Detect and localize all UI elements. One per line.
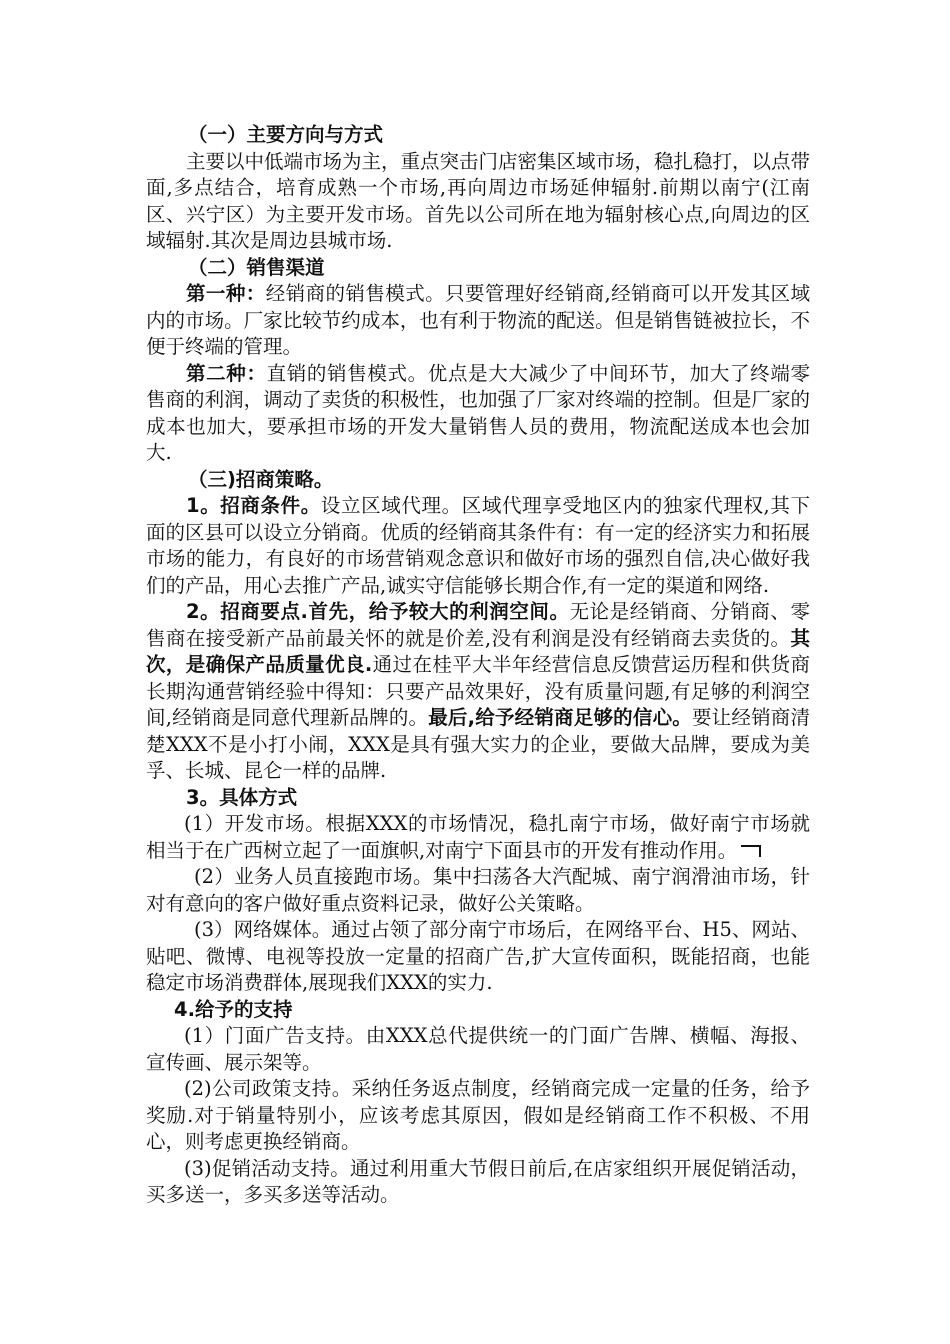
key-points-text-3: 要让经销商清楚XXX不是小打小闹，XXX是具有强大实力的企业，要做大品牌，要成为美孚、长城、昆仑一样的品牌.: [146, 706, 810, 782]
document-page: [146, 122, 810, 1209]
paragraph-support-3: (3)促销活动支持。通过利用重大节假日前后,在店家组织开展促销活动，买多送一，多买多送等活动。: [146, 1156, 810, 1206]
paragraph-conditions: [146, 493, 810, 599]
conditions-text: 设立区域代理。区域代理享受地区内的独家代理权,其下面的区县可以设立分销商。优质的经销商其条件有：有一定的经济实力和拓展市场的能力，有良好的市场营销观念意识和做好市场的强烈自信,决心做好我们的产品，用心去推广产品,诚实守信能够长期合作,有一定的渠道和网络.: [146, 494, 810, 597]
section-heading-strategy: （三)招商策略。: [188, 467, 334, 491]
paragraph-method-3: (3）网络媒体。通过占领了部分南宁市场后，在网络平台、H5、网站、贴吧、微博、电视等投放一定量的招商广告,扩大宣传面积，既能招商，也能稳定市场消费群体,展现我们XXX的实力.: [146, 918, 810, 994]
paragraph-key-points: [146, 599, 810, 785]
section-heading-support: 4.给予的支持: [174, 997, 293, 1021]
key-points-lead: 2。招商要点.首先，给予较大的利润空间。: [186, 600, 570, 623]
channel-two-text: 直销的销售模式。优点是大大减少了中间环节，加大了终端零售商的利润，调动了卖货的积极性，也加强了厂家对终端的控制。但是厂家的成本也加大，要承担市场的开发大量销售人员的费用，物流配送成本也会加大.: [146, 361, 810, 464]
corner-mark-icon: [741, 845, 761, 857]
section-heading-direction: （一）主要方向与方式: [188, 123, 384, 146]
channel-one-lead: 第一种：: [186, 282, 266, 305]
method-1-text: (1）开发市场。根据XXX的市场情况，稳扎南宁市场，做好南宁市场就相当于在广西树立起了一面旗帜,对南宁下面县市的开发有推动作用。: [146, 812, 810, 862]
key-points-bold-3: 最后,给予经销商足够的信心。: [428, 706, 692, 729]
paragraph-method-1: [146, 811, 810, 864]
subheading-methods: [146, 785, 810, 812]
conditions-lead: 1。招商条件。: [186, 494, 321, 517]
key-points-text-1: 无论是经销商、分销商、零售商在接受新产品前最关怀的就是价差,没有利润是没有经销商去卖货的。: [146, 600, 810, 650]
paragraph-support-2: (2)公司政策支持。采纳任务返点制度，经销商完成一定量的任务，给予奖励.对于销量特别小，应该考虑其原因，假如是经销商工作不积极、不用心，则考虑更换经销商。: [146, 1077, 810, 1153]
paragraph-support-1: (1）门面广告支持。由XXX总代提供统一的门面广告牌、横幅、海报、宣传画、展示架等。: [146, 1024, 810, 1074]
methods-lead: 3。具体方式: [186, 785, 298, 809]
paragraph-channel-two: [146, 361, 810, 467]
channel-one-text: 经销商的销售模式。只要管理好经销商,经销商可以开发其区域内的市场。厂家比较节约成本，也有利于物流的配送。但是销售链被拉长，不便于终端的管理。: [146, 282, 810, 358]
channel-two-lead: 第二种：: [186, 361, 267, 385]
key-points-bold-2: 其次，是确保产品质量优良.: [146, 626, 810, 676]
section-heading-channels: （二）销售渠道: [188, 255, 325, 279]
paragraph-channel-one: [146, 281, 810, 361]
key-points-text-2: 通过在桂平大半年经营信息反馈营运历程和供货商长期沟通营销经验中得知：只要产品效果好，没有质量问题,有足够的利润空间,经销商是同意代理新品牌的。: [146, 653, 810, 729]
paragraph-direction: 主要以中低端市场为主，重点突击门店密集区域市场，稳扎稳打，以点带面,多点结合，培育成熟一个市场,再向周边市场延伸辐射.前期以南宁(江南区、兴宁区）为主要开发市场。首先以公司所在地为辐射核心点,向周边的区域辐射.其次是周边县城市场.: [146, 149, 811, 252]
paragraph-method-2: (2）业务人员直接跑市场。集中扫荡各大汽配城、南宁润滑油市场，针对有意向的客户做好重点资料记录，做好公关策略。: [146, 865, 810, 915]
